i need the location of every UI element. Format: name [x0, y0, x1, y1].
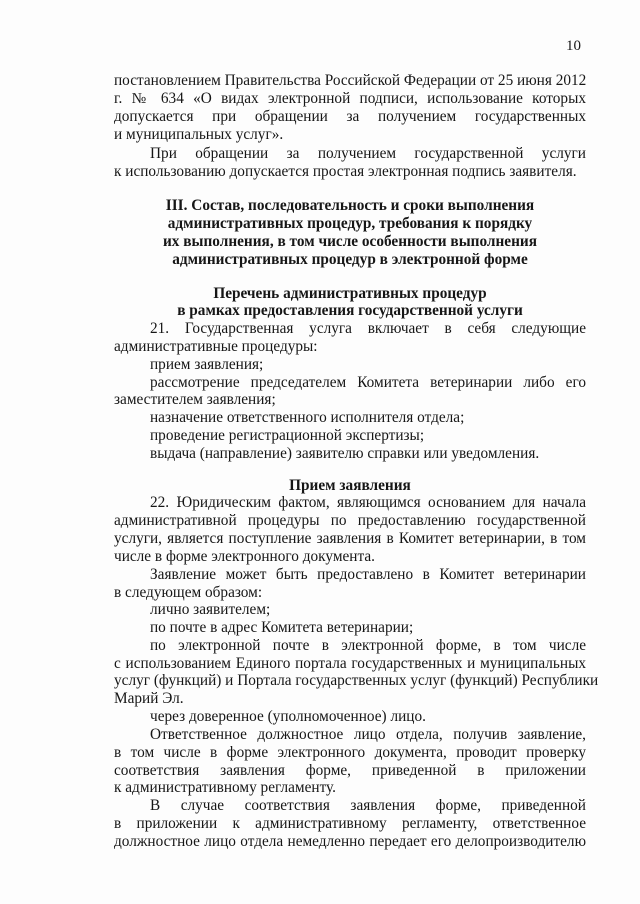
text-line: Ответственное должностное лицо отдела, получив заявление,: [150, 726, 586, 743]
text-line: г. № 634 «О видах электронной подписи, использование которых: [114, 90, 586, 107]
section-heading-line: III. Состав, последовательность и сроки выполнения: [165, 197, 535, 214]
text-line: числе в форме электронного документа.: [114, 548, 375, 565]
text-line: и муниципальных услуг».: [114, 126, 284, 143]
text-line: постановлением Правительства Российской Федерации от 25 июня 2012: [114, 72, 587, 89]
text-line: Заявление может быть предоставлено в Комитет ветеринарии: [150, 566, 586, 583]
text-line: по электронной почте в электронной форме, в том числе: [150, 637, 586, 654]
text-line: в приложении к административному регламенту, ответственное: [114, 815, 586, 832]
section-heading-line: административных процедур, требования к порядку: [167, 215, 533, 232]
section-heading-line: в рамках предоставления государственной услуги: [177, 302, 523, 319]
text-line: административной процедуры по предоставлению государственной: [114, 512, 586, 529]
text-line: заместителем заявления;: [114, 391, 276, 408]
text-line: рассмотрение председателем Комитета ветеринарии либо его: [150, 374, 586, 391]
text-line: 21. Государственная услуга включает в себя следующие: [150, 320, 586, 337]
section-heading-line: Прием заявления: [289, 477, 411, 494]
text-line: 22. Юридическим фактом, являющимся основанием для начала: [150, 494, 586, 511]
text-line: к использованию допускается простая электронная подпись заявителя.: [114, 163, 577, 180]
text-line: должностное лицо отдела немедленно передает его делопроизводителю: [114, 833, 586, 850]
page-number: 10: [566, 38, 581, 54]
text-line: в том числе в форме электронного документа, проводит проверку: [114, 744, 586, 761]
text-line: услуги, является поступление заявления в Комитет ветеринарии, в том: [114, 530, 586, 547]
text-line: назначение ответственного исполнителя отдела;: [150, 409, 465, 426]
text-line: допускается при обращении за получением государственных: [114, 108, 586, 125]
text-line: услуг (функций) и Портала государственных услуг (функций) Республики: [114, 672, 599, 689]
text-line: В случае соответствия заявления форме, приведенной: [150, 797, 586, 814]
text-line: Марий Эл.: [114, 690, 184, 707]
text-line: лично заявителем;: [150, 601, 271, 618]
section-heading-line: их выполнения, в том числе особенности выполнения: [162, 233, 537, 250]
text-line: к административному регламенту.: [114, 779, 336, 796]
section-heading-line: административных процедур в электронной форме: [172, 251, 528, 268]
text-line: выдача (направление) заявителю справки или уведомления.: [150, 445, 540, 462]
section-heading-line: Перечень административных процедур: [213, 285, 487, 302]
text-line: по почте в адрес Комитета ветеринарии;: [150, 619, 414, 636]
text-line: административные процедуры:: [114, 338, 318, 355]
text-line: При обращении за получением государственной услуги: [150, 145, 586, 162]
text-line: через доверенное (уполномоченное) лицо.: [150, 708, 426, 725]
text-line: соответствия заявления форме, приведенной в приложении: [114, 762, 586, 779]
text-line: с использованием Единого портала государственных и муниципальных: [114, 655, 586, 672]
text-line: в следующем образом:: [114, 584, 263, 601]
text-line: прием заявления;: [150, 356, 264, 373]
text-line: проведение регистрационной экспертизы;: [150, 427, 425, 444]
